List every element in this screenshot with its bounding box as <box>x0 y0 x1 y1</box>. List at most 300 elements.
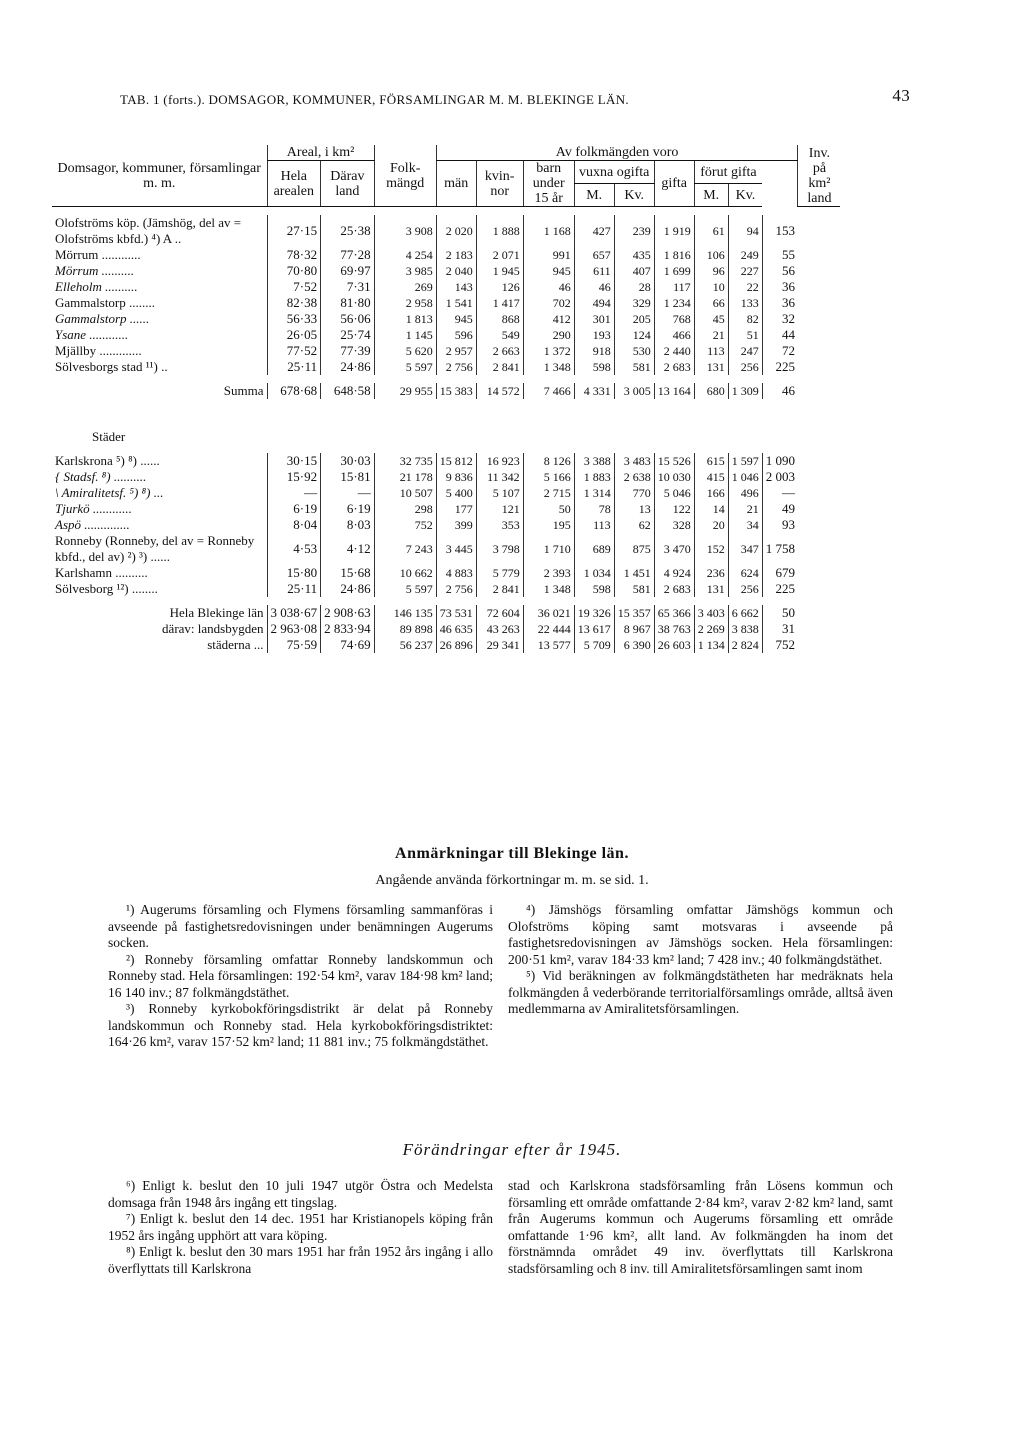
table-row <box>52 343 840 359</box>
table-cell: 689 <box>574 533 614 565</box>
table-cell: 407 <box>614 263 654 279</box>
table-cell: 28 <box>614 279 654 295</box>
table-cell: 347 <box>728 533 762 565</box>
table-row <box>52 359 840 375</box>
col-header-hela-arealen: Hela arealen <box>267 161 321 207</box>
table-cell: 46 635 <box>436 621 476 637</box>
table-cell: 236 <box>694 565 728 581</box>
row-label: Summa <box>223 383 264 398</box>
table-cell: 680 <box>694 383 728 399</box>
table-cell: 1 888 <box>476 215 523 247</box>
notes-title: Anmärkningar till Blekinge län. <box>395 845 629 862</box>
table-row <box>52 311 840 327</box>
table-cell: 1 134 <box>694 637 728 653</box>
table-row <box>52 247 840 263</box>
table-cell: 624 <box>728 565 762 581</box>
table-cell: 56·06 <box>321 311 375 327</box>
table-cell: 868 <box>476 311 523 327</box>
table-cell: 1 816 <box>654 247 694 263</box>
table-cell: 26 896 <box>436 637 476 653</box>
row-label: Ronneby (Ronneby, del av = Ronneby kbfd., del av) ²) ³) ...... <box>55 533 255 564</box>
table-cell: 5 779 <box>476 565 523 581</box>
table-cell: 131 <box>694 359 728 375</box>
row-label: Tjurkö ............ <box>55 501 132 516</box>
table-body-totals <box>52 597 840 653</box>
table-cell: 611 <box>574 263 614 279</box>
col-header-kv2: Kv. <box>728 184 762 207</box>
col-header-darav-land: Därav land <box>321 161 375 207</box>
table-cell: 1 597 <box>728 453 762 469</box>
table-row <box>52 621 840 637</box>
table-cell: 3 403 <box>694 605 728 621</box>
table-cell: 96 <box>694 263 728 279</box>
table-cell: 21 <box>728 501 762 517</box>
table-cell: 113 <box>694 343 728 359</box>
table-cell: 70·80 <box>267 263 321 279</box>
table-row <box>52 295 840 311</box>
table-cell: 32 735 <box>374 453 436 469</box>
table-cell: 256 <box>728 359 762 375</box>
table-cell: 227 <box>728 263 762 279</box>
row-label: Mörrum ............ <box>55 247 141 262</box>
table-cell: 3 483 <box>614 453 654 469</box>
table-cell: 78 <box>574 501 614 517</box>
table-cell: 14 572 <box>476 383 523 399</box>
page-number: 43 <box>892 86 910 105</box>
table-cell: 2 833·94 <box>321 621 375 637</box>
table-cell: — <box>267 485 321 501</box>
table-cell: 945 <box>436 311 476 327</box>
table-cell: 27·15 <box>267 215 321 247</box>
table-cell: 5 400 <box>436 485 476 501</box>
page-header <box>120 86 910 108</box>
table-cell: 15·92 <box>267 469 321 485</box>
table-cell: 177 <box>436 501 476 517</box>
table-cell: 6·19 <box>321 501 375 517</box>
table-cell: 193 <box>574 327 614 343</box>
table-cell: 36 <box>762 295 798 311</box>
table-cell: 24·86 <box>321 359 375 375</box>
col-header-barn: barn under 15 år <box>523 161 574 207</box>
table-cell: 55 <box>762 247 798 263</box>
table-cell: 648·58 <box>321 383 375 399</box>
table-body-landsbygd <box>52 207 840 376</box>
table-cell: 195 <box>523 517 574 533</box>
table-cell: 427 <box>574 215 614 247</box>
table-cell: 1 813 <box>374 311 436 327</box>
table-cell: 1 348 <box>523 581 574 597</box>
table-cell: 51 <box>728 327 762 343</box>
table-cell: 19 326 <box>574 605 614 621</box>
table-cell: 3 838 <box>728 621 762 637</box>
table-cell: 44 <box>762 327 798 343</box>
table-body-stader-heading <box>52 399 840 453</box>
table-cell: 143 <box>436 279 476 295</box>
table-cell: 81·80 <box>321 295 375 311</box>
table-cell: 205 <box>614 311 654 327</box>
col-header-man: män <box>436 161 476 207</box>
table-row <box>52 263 840 279</box>
table-cell: 153 <box>762 215 798 247</box>
table-cell: 25·38 <box>321 215 375 247</box>
table-cell: 415 <box>694 469 728 485</box>
table-cell: 2 958 <box>374 295 436 311</box>
col-header-m2: M. <box>694 184 728 207</box>
table-cell: 768 <box>654 311 694 327</box>
table-cell: 598 <box>574 359 614 375</box>
note-8-continued: stad och Karlskrona stadsförsamling från Lösens kommun och församling ett område omfattande 2·84 km², varav 2·82 km² land, samt från Augerums kommun och Augerums församling ett område omfattande 1·96 km², allt land. Av folkmängden ha inom det förstnämnda området 49 inv. överflyttats till Karlskrona stadsförsamling och 8 inv. till Amiralitetsförsamlingen samt inom <box>508 1178 893 1276</box>
table-cell: 93 <box>762 517 798 533</box>
table-cell: 15·81 <box>321 469 375 485</box>
table-cell: 412 <box>523 311 574 327</box>
table-cell: 6 662 <box>728 605 762 621</box>
table-cell: 581 <box>614 359 654 375</box>
table-cell: 7 466 <box>523 383 574 399</box>
table-cell: 2 040 <box>436 263 476 279</box>
row-label: därav: landsbygden <box>162 621 264 636</box>
table-cell: 5 166 <box>523 469 574 485</box>
row-label: Karlshamn .......... <box>55 565 148 580</box>
col-header-vuxna-ogifta: vuxna ogifta <box>574 161 654 184</box>
table-cell: 1 168 <box>523 215 574 247</box>
table-cell: 4 924 <box>654 565 694 581</box>
col-header-kv: Kv. <box>614 184 654 207</box>
table-cell: 11 342 <box>476 469 523 485</box>
table-cell: 36 021 <box>523 605 574 621</box>
table-cell: 1 710 <box>523 533 574 565</box>
table-cell: 13 <box>614 501 654 517</box>
table-cell: 1 372 <box>523 343 574 359</box>
table-cell: 3 470 <box>654 533 694 565</box>
table-cell: 290 <box>523 327 574 343</box>
table-cell: 5 597 <box>374 581 436 597</box>
table-cell: 1 758 <box>762 533 798 565</box>
table-cell: 10 507 <box>374 485 436 501</box>
table-cell: 15 357 <box>614 605 654 621</box>
table-cell: 77·39 <box>321 343 375 359</box>
table-cell: 61 <box>694 215 728 247</box>
table-cell: 1 309 <box>728 383 762 399</box>
table-cell: 6 390 <box>614 637 654 653</box>
table-cell: 3 388 <box>574 453 614 469</box>
table-cell: 494 <box>574 295 614 311</box>
table-cell: 435 <box>614 247 654 263</box>
table-cell: 679 <box>762 565 798 581</box>
table-cell: 752 <box>374 517 436 533</box>
header-title: TAB. 1 (forts.). DOMSAGOR, KOMMUNER, FÖRSAMLINGAR M. M. BLEKINGE LÄN. <box>120 92 629 107</box>
table-cell: 256 <box>728 581 762 597</box>
row-label: \ Amiralitetsf. ⁵) ⁸) ... <box>55 485 164 500</box>
table-cell: 702 <box>523 295 574 311</box>
table-cell: 117 <box>654 279 694 295</box>
table-cell: 78·32 <box>267 247 321 263</box>
table-cell: 8 967 <box>614 621 654 637</box>
table-cell: 14 <box>694 501 728 517</box>
table-cell: 152 <box>694 533 728 565</box>
notes-left-column <box>108 902 493 1051</box>
table-cell: 146 135 <box>374 605 436 621</box>
table-cell: 26·05 <box>267 327 321 343</box>
table-row <box>52 517 840 533</box>
table-cell: 15 526 <box>654 453 694 469</box>
table-cell: 94 <box>728 215 762 247</box>
table-cell: 298 <box>374 501 436 517</box>
table-cell: 2 756 <box>436 359 476 375</box>
col-header-m: M. <box>574 184 614 207</box>
table-cell: 3 038·67 <box>267 605 321 621</box>
table-cell: 15 812 <box>436 453 476 469</box>
table-cell: 5 709 <box>574 637 614 653</box>
table-cell: 7·31 <box>321 279 375 295</box>
table-cell: 30·15 <box>267 453 321 469</box>
table-cell: 7 243 <box>374 533 436 565</box>
table-cell: 1 945 <box>476 263 523 279</box>
col-header-folkmangd: Folk-mängd <box>374 145 436 207</box>
table-cell: 549 <box>476 327 523 343</box>
table-cell: 2 638 <box>614 469 654 485</box>
table-row <box>52 327 840 343</box>
table-cell: 50 <box>523 501 574 517</box>
table-cell: 75·59 <box>267 637 321 653</box>
note-8: ⁸) Enligt k. beslut den 30 mars 1951 har från 1952 års ingång i allo överflyttats till Karlskrona <box>108 1244 493 1276</box>
table-cell: 13 164 <box>654 383 694 399</box>
table-cell: 2 269 <box>694 621 728 637</box>
table-cell: 8 126 <box>523 453 574 469</box>
table-cell: 657 <box>574 247 614 263</box>
table-cell: 45 <box>694 311 728 327</box>
table-cell: 2 963·08 <box>267 621 321 637</box>
col-header-forut-gifta: förut gifta <box>694 161 762 184</box>
table-cell: 2 683 <box>654 581 694 597</box>
row-label: Mörrum .......... <box>55 263 135 278</box>
table-cell: 1 145 <box>374 327 436 343</box>
table-row <box>52 215 840 247</box>
table-cell: 1 314 <box>574 485 614 501</box>
table-cell: 2 663 <box>476 343 523 359</box>
table-cell: 56·33 <box>267 311 321 327</box>
notes-right-column <box>508 902 893 1018</box>
table-cell: 5 597 <box>374 359 436 375</box>
table-cell: 1 541 <box>436 295 476 311</box>
table-cell: 73 531 <box>436 605 476 621</box>
table-cell: 13 617 <box>574 621 614 637</box>
table-cell: 166 <box>694 485 728 501</box>
table-cell: 3 798 <box>476 533 523 565</box>
table-cell: 66 <box>694 295 728 311</box>
table-cell: 4·53 <box>267 533 321 565</box>
table-cell: 615 <box>694 453 728 469</box>
table-cell: 46 <box>523 279 574 295</box>
table-cell: 30·03 <box>321 453 375 469</box>
table-cell: 2 440 <box>654 343 694 359</box>
table-cell: 225 <box>762 359 798 375</box>
table-cell: 2 824 <box>728 637 762 653</box>
table-cell: 36 <box>762 279 798 295</box>
table-cell: 15 383 <box>436 383 476 399</box>
table-cell: 1 234 <box>654 295 694 311</box>
table-cell: 72 604 <box>476 605 523 621</box>
table-cell: 1 919 <box>654 215 694 247</box>
row-label: Olofströms köp. (Jämshög, del av = Olofströms kbfd.) ⁴) A .. <box>55 215 242 246</box>
table-cell: 3 005 <box>614 383 654 399</box>
row-label: Gammalstorp ...... <box>55 311 150 326</box>
note-3: ³) Ronneby kyrkobokföringsdistrikt är delat på Ronneby landskommun och Ronneby stad. Hela kyrkobokföringsdistriktet: 164·26 km², varav 157·52 km² land; 11 881 inv.; 75 folkmängdstäthet. <box>108 1001 493 1049</box>
table-cell: 29 955 <box>374 383 436 399</box>
stader-heading: Städer <box>92 429 126 444</box>
table-cell: 69·97 <box>321 263 375 279</box>
col-header-gifta: gifta <box>654 161 694 207</box>
table-cell: 121 <box>476 501 523 517</box>
table-cell: 10 030 <box>654 469 694 485</box>
table-cell: 328 <box>654 517 694 533</box>
table-row <box>52 485 840 501</box>
table-cell: 2 071 <box>476 247 523 263</box>
notes-subtitle: Angående använda förkortningar m. m. se sid. 1. <box>375 873 649 888</box>
table-cell: 46 <box>762 383 798 399</box>
table-cell: 1 034 <box>574 565 614 581</box>
table-cell: 13 577 <box>523 637 574 653</box>
table-cell: 945 <box>523 263 574 279</box>
table-cell: 1 417 <box>476 295 523 311</box>
table-row <box>52 581 840 597</box>
table-cell: 4·12 <box>321 533 375 565</box>
table-cell: 3 445 <box>436 533 476 565</box>
table-cell: 10 <box>694 279 728 295</box>
table-cell: 2 393 <box>523 565 574 581</box>
table-cell: 32 <box>762 311 798 327</box>
table-cell: 596 <box>436 327 476 343</box>
table-cell: 581 <box>614 581 654 597</box>
table-cell: 269 <box>374 279 436 295</box>
table-cell: 72 <box>762 343 798 359</box>
table-cell: 225 <box>762 581 798 597</box>
table-cell: — <box>762 485 798 501</box>
statistics-table <box>52 145 840 653</box>
table-cell: 56 237 <box>374 637 436 653</box>
table-cell: 4 331 <box>574 383 614 399</box>
table-cell: 301 <box>574 311 614 327</box>
row-label: Elleholm .......... <box>55 279 138 294</box>
summa-row <box>52 383 840 399</box>
table-cell: 26 603 <box>654 637 694 653</box>
table-row <box>52 605 840 621</box>
table-cell: 5 107 <box>476 485 523 501</box>
row-label: { Stadsf. ⁸) .......... <box>55 469 147 484</box>
table-row <box>52 501 840 517</box>
table-cell: 34 <box>728 517 762 533</box>
table-cell: 1 451 <box>614 565 654 581</box>
table-cell: 6·19 <box>267 501 321 517</box>
table-cell: 496 <box>728 485 762 501</box>
row-label: Mjällby ............. <box>55 343 142 358</box>
note-2: ²) Ronneby församling omfattar Ronneby landskommun och Ronneby stad. Hela församlingen: 192·54 km², varav 184·98 km² land; 16 140 inv.; 87 folkmängdstäthet. <box>108 951 493 1000</box>
table-cell: 20 <box>694 517 728 533</box>
table-cell: 82 <box>728 311 762 327</box>
table-cell: 16 923 <box>476 453 523 469</box>
table-cell: 2 841 <box>476 581 523 597</box>
changes-left-column <box>108 1178 493 1277</box>
table-cell: 3 908 <box>374 215 436 247</box>
table-cell: 133 <box>728 295 762 311</box>
table-cell: 2 841 <box>476 359 523 375</box>
table-cell: 82·38 <box>267 295 321 311</box>
table-cell: 1 699 <box>654 263 694 279</box>
table-row <box>52 637 840 653</box>
table-cell: 530 <box>614 343 654 359</box>
table-cell: 21 178 <box>374 469 436 485</box>
table-cell: 2 756 <box>436 581 476 597</box>
col-header-av-folkmangden: Av folkmängden voro <box>436 145 798 161</box>
table-cell: 46 <box>574 279 614 295</box>
note-5: ⁵) Vid beräkningen av folkmängdstätheten har medräknats hela folkmängden å vederbörande territorialförsamlings område, alltså även medlemmarna av Amiralitetsförsamlingen. <box>508 968 893 1016</box>
table-cell: 21 <box>694 327 728 343</box>
table-cell: 122 <box>654 501 694 517</box>
col-header-kvinnor: kvin-nor <box>476 161 523 207</box>
table-cell: 77·52 <box>267 343 321 359</box>
table-cell: 25·11 <box>267 359 321 375</box>
table-cell: 8·04 <box>267 517 321 533</box>
table-cell: 31 <box>762 621 798 637</box>
table-cell: 89 898 <box>374 621 436 637</box>
table-cell: 15·68 <box>321 565 375 581</box>
table-cell: 131 <box>694 581 728 597</box>
row-label: Hela Blekinge län <box>169 605 264 620</box>
table-cell: 770 <box>614 485 654 501</box>
table-cell: 875 <box>614 533 654 565</box>
table-cell: 918 <box>574 343 614 359</box>
table-cell: 43 263 <box>476 621 523 637</box>
table-cell: 1 046 <box>728 469 762 485</box>
table-cell: 2 908·63 <box>321 605 375 621</box>
table-cell: 678·68 <box>267 383 321 399</box>
table-cell: 247 <box>728 343 762 359</box>
table-cell: 2 683 <box>654 359 694 375</box>
col-header-domsagor: Domsagor, kommuner, församlingar m. m. <box>52 145 267 207</box>
table-cell: 29 341 <box>476 637 523 653</box>
row-label: städerna ... <box>207 637 264 652</box>
table-cell: 24·86 <box>321 581 375 597</box>
note-6: ⁶) Enligt k. beslut den 10 juli 1947 utgör Östra och Medelsta domsaga från 1948 års ingång ett tingslag. <box>108 1178 493 1210</box>
table-cell: 2 183 <box>436 247 476 263</box>
row-label: Ysane ............ <box>55 327 129 342</box>
table-cell: 56 <box>762 263 798 279</box>
row-label: Gammalstorp ........ <box>55 295 156 310</box>
table-cell: 4 883 <box>436 565 476 581</box>
table-cell: 77·28 <box>321 247 375 263</box>
table-row <box>52 533 840 565</box>
table-cell: 5 620 <box>374 343 436 359</box>
table-cell: 2 003 <box>762 469 798 485</box>
table-cell: 399 <box>436 517 476 533</box>
row-label: Sölvesborgs stad ¹¹) .. <box>55 359 168 374</box>
row-label: Aspö .............. <box>55 517 130 532</box>
table-cell: 3 985 <box>374 263 436 279</box>
table-cell: 126 <box>476 279 523 295</box>
note-1: ¹) Augerums församling och Flymens församling sammanföras i avseende på fastighetsredovisningen under benämningen Augerums socken. <box>108 902 493 950</box>
table-cell: 239 <box>614 215 654 247</box>
table-cell: 15·80 <box>267 565 321 581</box>
table-cell: 38 763 <box>654 621 694 637</box>
table-row <box>52 565 840 581</box>
table-cell: 991 <box>523 247 574 263</box>
row-label: Karlskrona ⁵) ⁸) ...... <box>55 453 160 468</box>
table-cell: 22 <box>728 279 762 295</box>
table-cell: 113 <box>574 517 614 533</box>
table-cell: 10 662 <box>374 565 436 581</box>
table-cell: 65 366 <box>654 605 694 621</box>
table-cell: 466 <box>654 327 694 343</box>
table-cell: 249 <box>728 247 762 263</box>
